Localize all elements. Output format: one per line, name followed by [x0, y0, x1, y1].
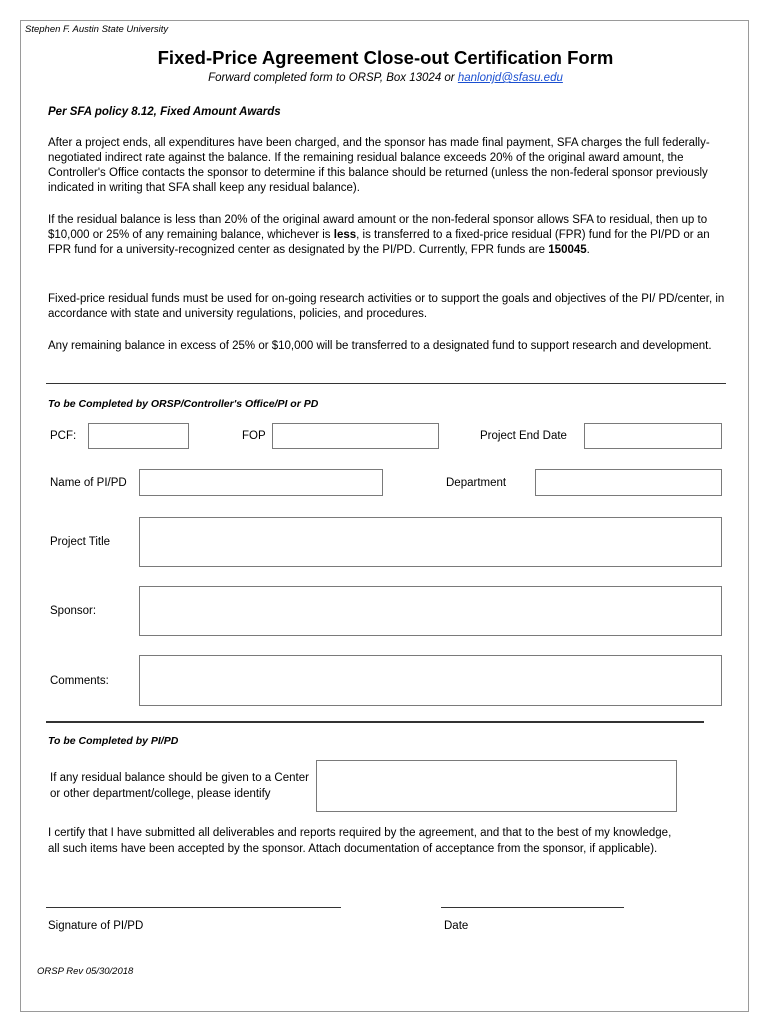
paragraph-excess-balance: Any remaining balance in excess of 25% or $10,000 will be transferred to a designated fund to support research and development.: [48, 340, 712, 352]
fpr-fund-number: 150045: [548, 244, 587, 256]
end-date-input[interactable]: [584, 423, 722, 449]
form-page: [20, 20, 749, 1012]
sponsor-input[interactable]: [139, 586, 722, 636]
signature-line[interactable]: [46, 907, 341, 908]
section-divider-1: [46, 383, 726, 384]
fop-input[interactable]: [272, 423, 439, 449]
forward-text: Forward completed form to ORSP, Box 13024 or: [208, 72, 458, 84]
forward-instructions: [21, 72, 750, 84]
p2-text-b: , is transferred to a fixed-price residual (FPR) fund for the PI/PD or an FPR fund for a university-recognized center as designated by the PI/PD. Currently, FPR funds are: [48, 229, 710, 256]
revision-note: ORSP Rev 05/30/2018: [37, 966, 134, 977]
signature-label: Signature of PI/PD: [48, 920, 144, 932]
pi-name-input[interactable]: [139, 469, 383, 496]
sponsor-label: Sponsor:: [50, 605, 97, 617]
p2-text-end: .: [586, 244, 590, 256]
fop-label: FOP: [242, 430, 266, 442]
comments-input[interactable]: [139, 655, 722, 706]
pcf-input[interactable]: [88, 423, 189, 449]
p2-text-a: If the residual balance is less than 20% of the original award amount or the non-federal sponsor allows SFA to residual, then up to $10,000 or 25% of any remaining balance, whichever is: [48, 214, 708, 241]
section1-heading: To be Completed by ORSP/Controller's Office/PI or PD: [48, 398, 319, 410]
p2-bold-less: less: [333, 229, 357, 241]
section-divider-2: [46, 721, 704, 723]
form-title: Fixed-Price Agreement Close-out Certification Form: [157, 47, 614, 68]
certification-line1: I certify that I have submitted all deliverables and reports required by the agreement, and that to the best of my knowledge,: [48, 827, 672, 839]
paragraph-expenditures: After a project ends, all expenditures have been charged, and the sponsor has made final payment, SFA charges the full federally-negotiated indirect rate against the balance. If the remaining residual balance exceeds 20% of the original award amount, the Controller's Office contacts the sponsor to determine if this balance should be returned (unless the non-federal sponsor previously indicated in writing that SFA shall keep any residual balance).: [48, 137, 710, 194]
date-label: Date: [444, 920, 469, 932]
section2-heading: To be Completed by PI/PD: [48, 735, 179, 747]
pcf-label: PCF:: [50, 430, 77, 442]
residual-recipient-input[interactable]: [316, 760, 677, 812]
date-line[interactable]: [441, 907, 624, 908]
paragraph-fpr-usage: Fixed-price residual funds must be used for on-going research activities or to support the goals and objectives of the PI/ PD/center, in accordance with state and university regulations, policies, and procedures.: [48, 293, 725, 320]
department-input[interactable]: [535, 469, 722, 496]
university-name: Stephen F. Austin State University: [25, 24, 169, 35]
comments-label: Comments:: [50, 675, 109, 687]
project-title-label: Project Title: [50, 536, 111, 548]
certification-line2: all such items have been accepted by the sponsor. Attach documentation of acceptance from the sponsor, if applicable).: [48, 843, 658, 855]
paragraph-residual-balance: [48, 213, 728, 258]
end-date-label: Project End Date: [480, 430, 567, 442]
project-title-input[interactable]: [139, 517, 722, 567]
pi-name-label: Name of PI/PD: [50, 477, 127, 489]
residual-label-line1: If any residual balance should be given to a Center: [50, 772, 309, 784]
residual-label-line2: or other department/college, please identify: [50, 788, 271, 800]
policy-heading: Per SFA policy 8.12, Fixed Amount Awards: [48, 106, 281, 118]
orsp-email-link[interactable]: hanlonjd@sfasu.edu: [457, 72, 563, 84]
department-label: Department: [446, 477, 507, 489]
